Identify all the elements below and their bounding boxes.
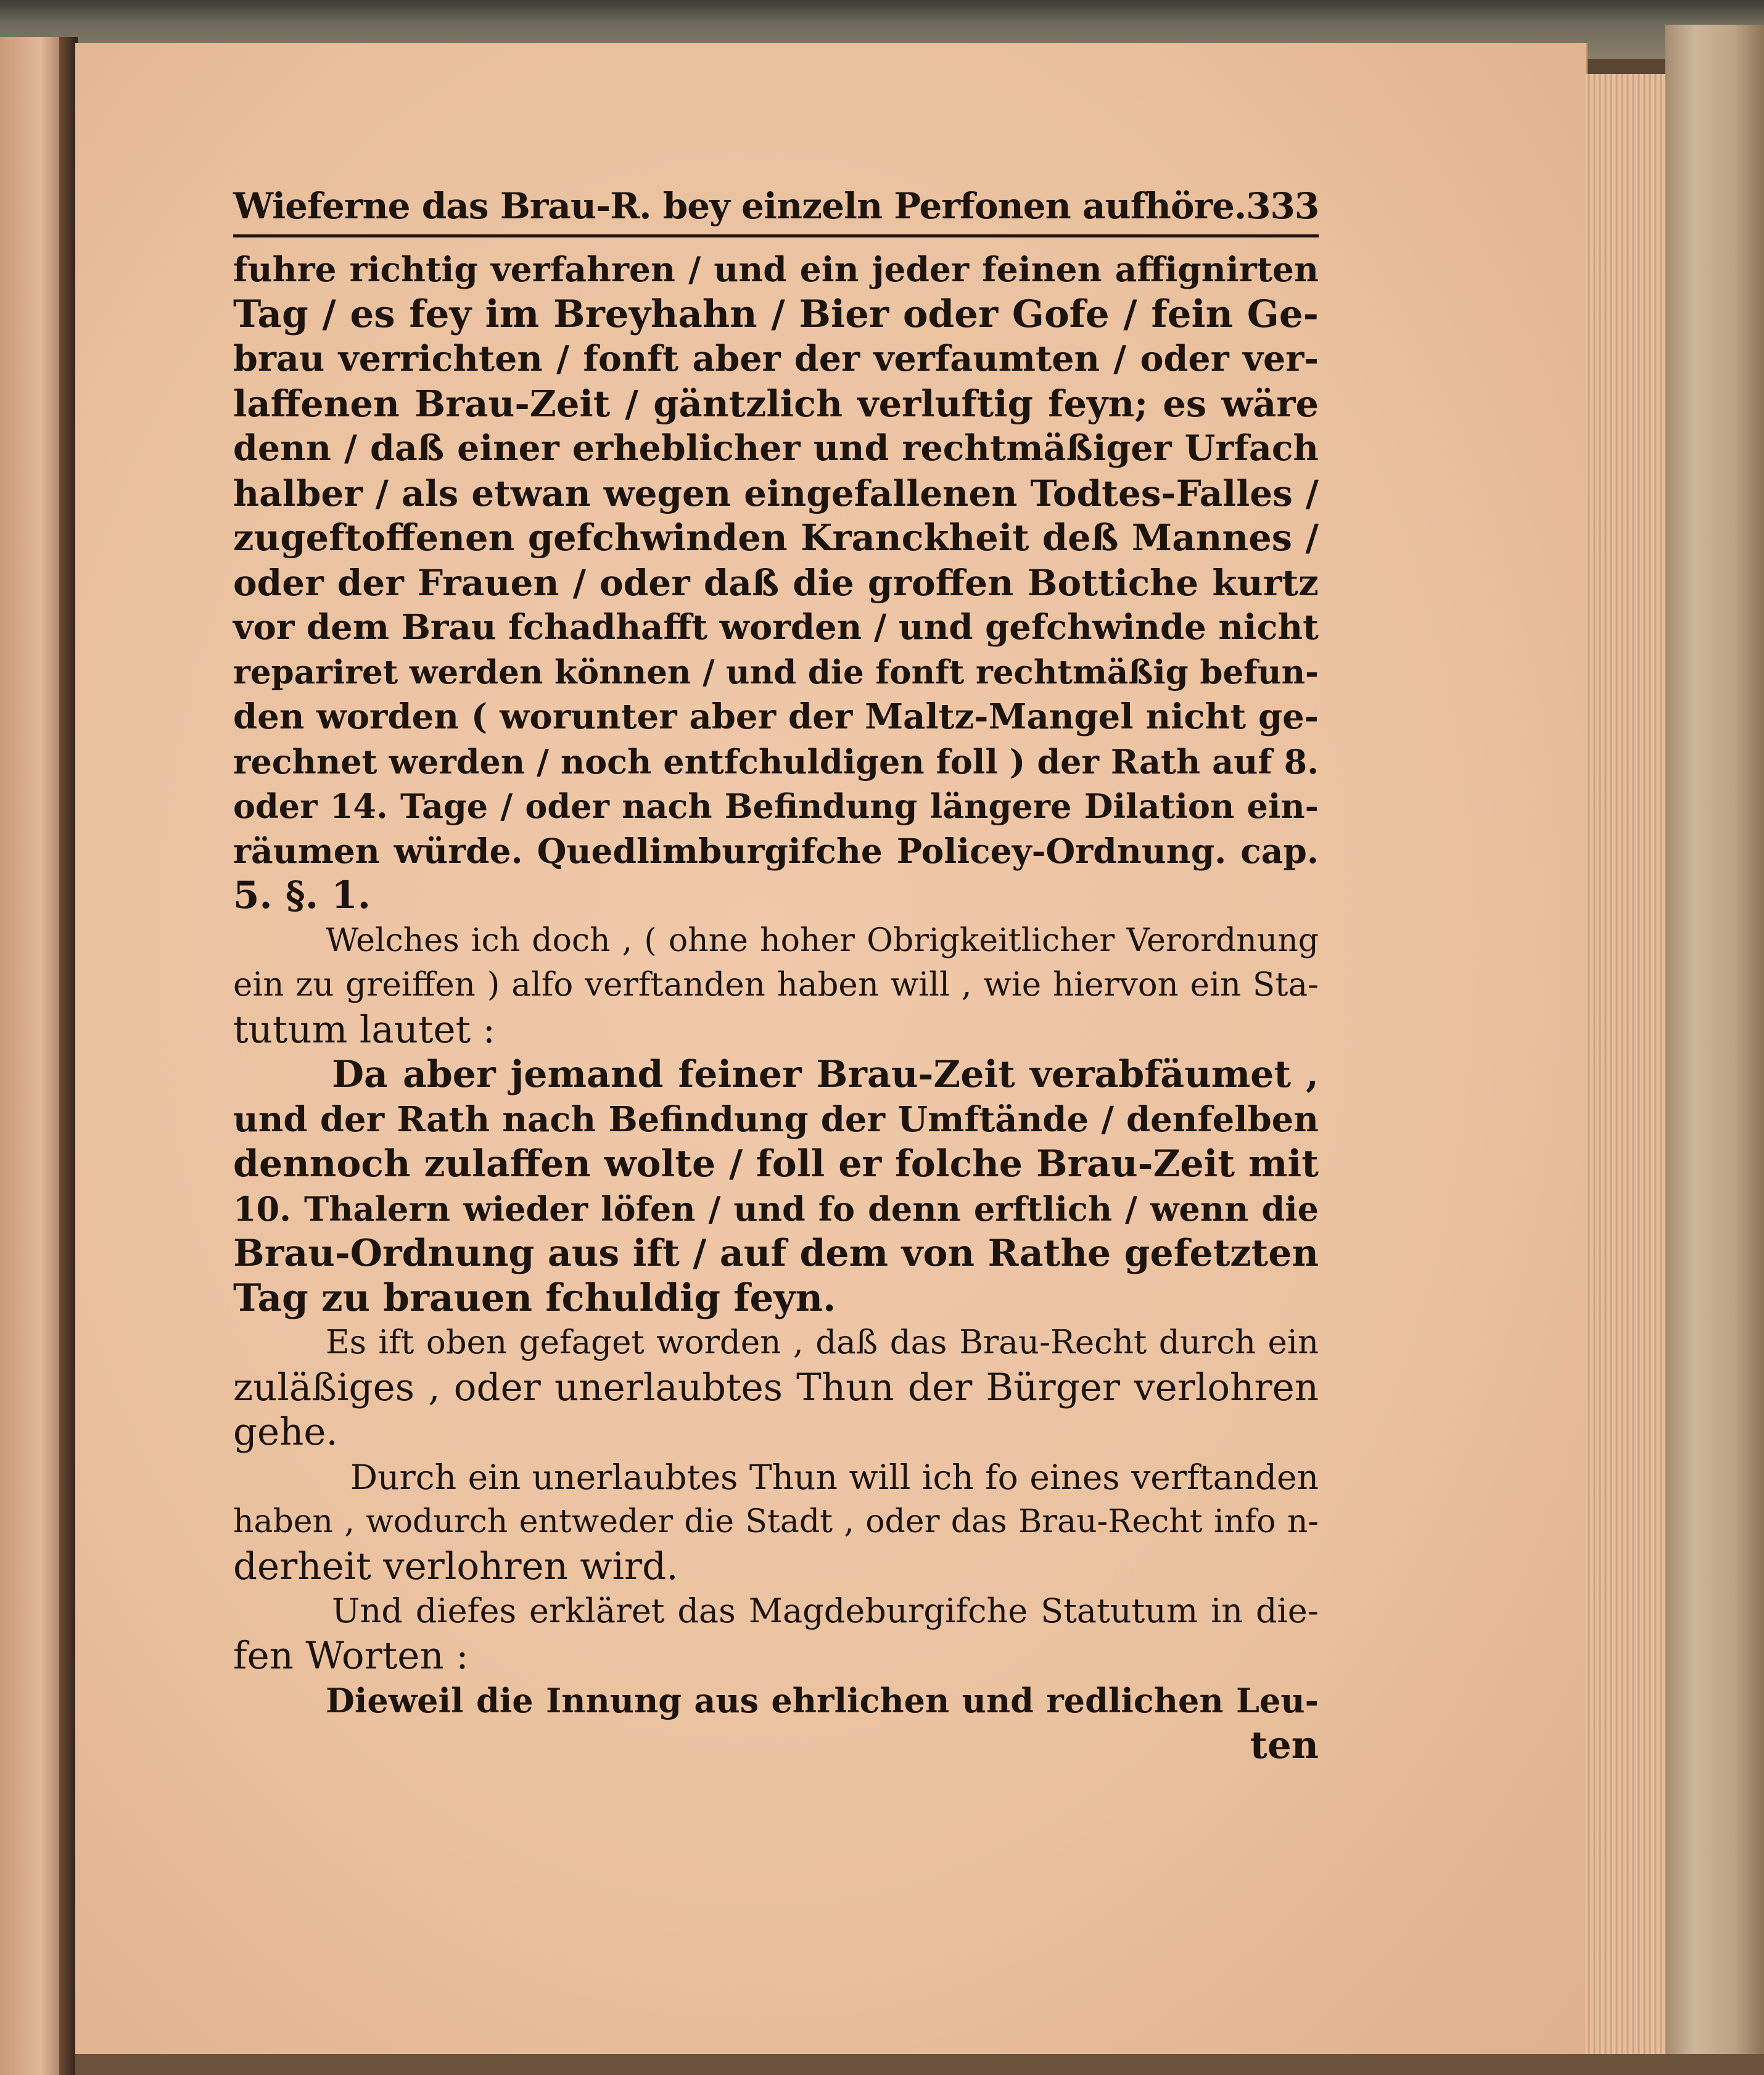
- text-line: den worden ( worunter aber der Maltz-Mangel nicht ge-: [233, 696, 1319, 737]
- text-line: Tag / es fey im Breyhahn / Bier oder Gofe / fein Ge-: [233, 292, 1319, 336]
- text-line: Und diefes erkläret das Magdeburgifche Statutum in die-: [332, 1591, 1319, 1630]
- text-line: zuläßiges , oder unerlaubtes Thun der Bürger verlohren: [233, 1365, 1319, 1409]
- running-header: [233, 185, 1319, 227]
- running-title: Wieferne das Brau-R. bey einzeln Perfonen aufhöre.: [233, 185, 1247, 227]
- text-line: Durch ein unerlaubtes Thun will ich fo eines verftanden: [350, 1457, 1319, 1497]
- text-line: oder der Frauen / oder daß die groffen Bottiche kurtz: [233, 561, 1319, 604]
- text-line: Dieweil die Innung aus ehrlichen und redlichen Leu-: [326, 1681, 1319, 1720]
- text-line: vor dem Brau fchadhafft worden / und gefchwinde nicht: [233, 607, 1319, 648]
- book-cover-bottom: [75, 2054, 1764, 2075]
- text-line: laffenen Brau-Zeit / gäntzlich verluftig feyn; es wäre: [233, 382, 1319, 425]
- text-line: räumen würde. Quedlimburgifche Policey-Ordnung. cap.: [233, 830, 1319, 871]
- catchword: ten: [1250, 1723, 1319, 1767]
- text-line: ein zu greiffen ) alfo verftanden haben will , wie hiervon ein Sta-: [233, 966, 1319, 1004]
- text-line: haben , wodurch entweder die Stadt , oder das Brau-Recht info n-: [233, 1503, 1319, 1540]
- text-line: Da aber jemand feiner Brau-Zeit verabfäumet ,: [332, 1053, 1319, 1096]
- text-line: fuhre richtig verfahren / und ein jeder feinen affignirten: [233, 249, 1319, 289]
- text-line: und der Rath nach Befindung der Umftände / denfelben: [233, 1099, 1319, 1140]
- text-line: Brau-Ordnung aus ift / auf dem von Rathe gefetzten: [233, 1232, 1319, 1275]
- text-line: fen Worten :: [233, 1633, 469, 1678]
- page-edges: [1585, 74, 1665, 2060]
- text-line: Es ift oben gefaget worden , daß das Brau-Recht durch ein: [326, 1324, 1319, 1361]
- text-line: zugeftoffenen gefchwinden Kranckheit deß Mannes /: [233, 516, 1319, 559]
- text-line: dennoch zulaffen wolte / foll er folche Brau-Zeit mit: [233, 1142, 1319, 1186]
- text-block: [233, 185, 1319, 1768]
- text-line: brau verrichten / fonft aber der verfaumten / oder ver-: [233, 338, 1319, 379]
- book-cover-right: [1665, 25, 1764, 2075]
- page-number: 333: [1246, 185, 1319, 227]
- text-line: tutum lautet :: [233, 1007, 496, 1052]
- text-line: rechnet werden / noch entfchuldigen foll ) der Rath auf 8.: [233, 741, 1319, 782]
- text-line: gehe.: [233, 1410, 338, 1454]
- text-line: Welches ich doch , ( ohne hoher Obrigkeitlicher Verordnung: [326, 922, 1319, 959]
- text-line: oder 14. Tage / oder nach Befindung längere Dilation ein-: [233, 786, 1319, 826]
- text-line: derheit verlohren wird.: [233, 1544, 678, 1588]
- text-line: halber / als etwan wegen eingefallenen Todtes-Falles /: [233, 472, 1319, 514]
- text-line: Tag zu brauen fchuldig feyn.: [233, 1276, 836, 1320]
- text-line: 10. Thalern wieder löfen / und fo denn erftlich / wenn die: [233, 1189, 1319, 1229]
- left-page-edge: [0, 37, 68, 2075]
- text-line: 5. §. 1.: [233, 873, 371, 917]
- header-rule: [233, 234, 1319, 237]
- text-line: denn / daß einer erheblicher und rechtmäßiger Urfach: [233, 427, 1319, 469]
- text-line: repariret werden können / und die fonft rechtmäßig befun-: [233, 653, 1319, 691]
